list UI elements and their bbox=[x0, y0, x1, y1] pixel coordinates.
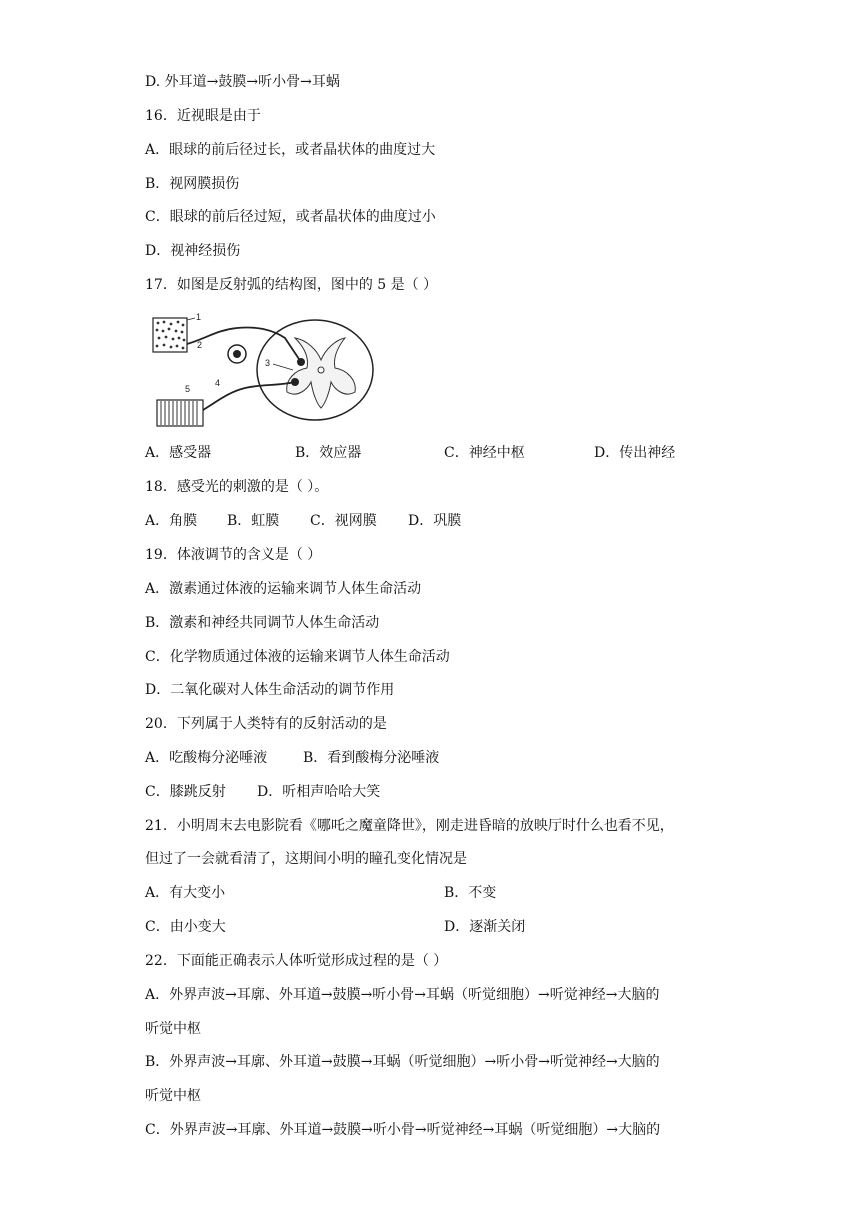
spinal-cord bbox=[257, 320, 373, 420]
q20-options-row2 bbox=[145, 782, 845, 802]
q17-option-c: C．神经中枢 bbox=[444, 445, 525, 461]
q21-options-row2 bbox=[145, 917, 845, 937]
q17-option-d: D．传出神经 bbox=[594, 445, 676, 461]
q21-option-a: A．有大变小 bbox=[145, 885, 226, 901]
q22-option-b-line2: 听觉中枢 bbox=[145, 1088, 201, 1104]
q21-option-d: D．逐渐关闭 bbox=[444, 919, 526, 935]
figure-label-5: 5 bbox=[185, 384, 191, 394]
q22-option-b-line1: B．外界声波→耳廓、外耳道→鼓膜→耳蜗（听觉细胞）→听小骨→听觉神经→大脑的 bbox=[145, 1054, 660, 1070]
q22-stem: 22．下面能正确表示人体听觉形成过程的是（ ） bbox=[145, 953, 448, 969]
q16-stem: 16．近视眼是由于 bbox=[145, 108, 261, 124]
q17-option-b: B．效应器 bbox=[295, 445, 362, 461]
q22-option-c-line1: C．外界声波→耳廓、外耳道→鼓膜→听小骨→听觉神经→耳蜗（听觉细胞）→大脑的 bbox=[145, 1122, 661, 1138]
reflex-arc-diagram bbox=[145, 308, 375, 438]
q15-option-d: D. 外耳道→鼓膜→听小骨→耳蜗 bbox=[145, 74, 340, 90]
q16-option-c: C．眼球的前后径过短，或者晶状体的曲度过小 bbox=[145, 209, 436, 225]
q16-option-a: A．眼球的前后径过长，或者晶状体的曲度过大 bbox=[145, 142, 436, 158]
q20-options-row1 bbox=[145, 748, 845, 768]
q19-option-b: B．激素和神经共同调节人体生命活动 bbox=[145, 615, 380, 631]
q21-stem-line2: 但过了一会就看清了，这期间小明的瞳孔变化情况是 bbox=[145, 851, 467, 867]
q19-option-c: C．化学物质通过体液的运输来调节人体生命活动 bbox=[145, 649, 450, 665]
q22-option-a-line2: 听觉中枢 bbox=[145, 1021, 201, 1037]
q19-option-d: D．二氧化碳对人体生命活动的调节作用 bbox=[145, 682, 395, 698]
q21-option-b: B．不变 bbox=[444, 885, 497, 901]
q21-stem-line1: 21．小明周末去电影院看《哪吒之魔童降世》，刚走进昏暗的放映厅时什么也看不见， bbox=[145, 818, 674, 834]
q20-stem: 20．下列属于人类特有的反射活动的是 bbox=[145, 716, 387, 732]
q18-option-a: A．角膜 bbox=[145, 513, 198, 529]
figure-label-2: 2 bbox=[197, 340, 203, 350]
q18-options bbox=[145, 511, 845, 531]
figure-label-1: 1 bbox=[196, 312, 202, 322]
receptor-block bbox=[153, 318, 187, 352]
q19-option-a: A．激素通过体液的运输来调节人体生命活动 bbox=[145, 581, 422, 597]
q20-option-c: C．膝跳反射 bbox=[145, 784, 226, 800]
q22-option-a-line1: A．外界声波→耳廓、外耳道→鼓膜→听小骨→耳蜗（听觉细胞）→听觉神经→大脑的 bbox=[145, 987, 660, 1003]
q21-options-row1 bbox=[145, 883, 845, 903]
q20-option-d: D．听相声哈哈大笑 bbox=[257, 784, 381, 800]
q20-option-a: A．吃酸梅分泌唾液 bbox=[145, 750, 268, 766]
figure-label-4: 4 bbox=[215, 378, 221, 388]
q19-stem: 19．体液调节的含义是（ ） bbox=[145, 547, 322, 563]
q17-option-a: A．感受器 bbox=[145, 445, 212, 461]
q18-option-b: B．虹膜 bbox=[227, 513, 280, 529]
q18-option-c: C．视网膜 bbox=[310, 513, 377, 529]
reflex-arc-figure bbox=[145, 308, 375, 438]
q18-option-d: D．巩膜 bbox=[408, 513, 462, 529]
effector-block bbox=[157, 400, 203, 426]
q16-option-b: B．视网膜损伤 bbox=[145, 176, 240, 192]
q20-option-b: B．看到酸梅分泌唾液 bbox=[303, 750, 440, 766]
q21-option-c: C．由小变大 bbox=[145, 919, 226, 935]
q17-options bbox=[145, 443, 845, 463]
q18-stem: 18．感受光的刺激的是（ ）。 bbox=[145, 479, 329, 495]
q16-option-d: D．视神经损伤 bbox=[145, 243, 241, 259]
figure-label-3: 3 bbox=[265, 358, 271, 368]
q17-stem: 17．如图是反射弧的结构图，图中的 5 是（ ） bbox=[145, 277, 438, 293]
